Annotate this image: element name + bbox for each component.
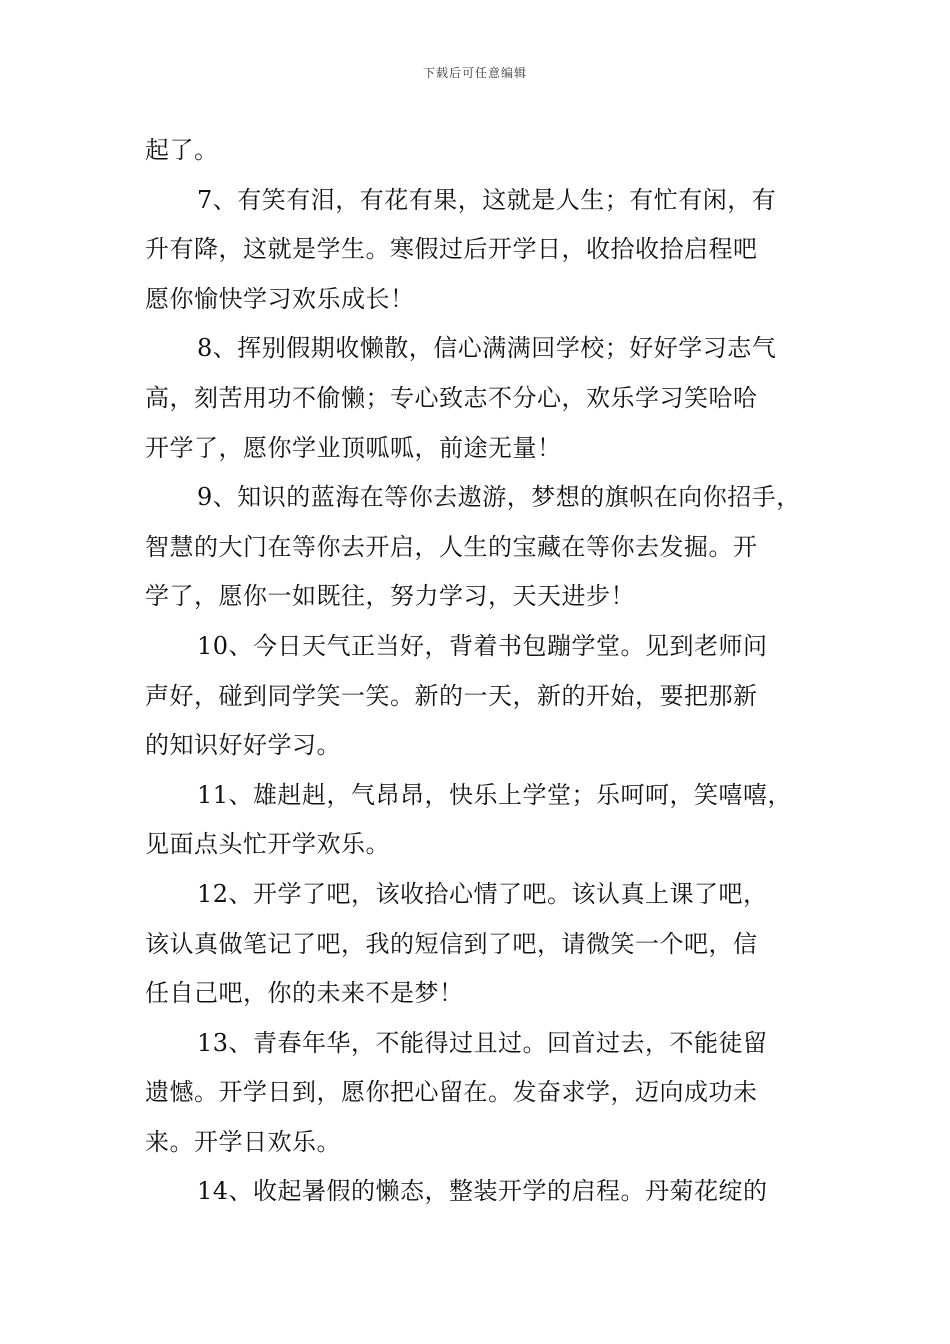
text-line: 学了，愿你一如既往，努力学习，天天进步！ — [145, 582, 635, 611]
text-line: 该认真做笔记了吧，我的短信到了吧，请微笑一个吧，信 — [145, 929, 758, 958]
text-line: 高，刻苦用功不偷懒；专心致志不分心，欢乐学习笑哈哈 — [145, 383, 758, 412]
page-header: 下载后可任意编辑 — [422, 66, 527, 80]
text-line: 8、挥别假期收懒散，信心满满回学校；好好学习志气 — [197, 334, 777, 363]
paragraph-14 — [145, 1167, 815, 1217]
paragraph-7 — [145, 176, 815, 325]
text-line: 9、知识的蓝海在等你去遨游，梦想的旗帜在向你招手， — [197, 483, 801, 512]
text-line: 任自己吧，你的未来不是梦！ — [145, 979, 464, 1008]
text-line: 愿你愉快学习欢乐成长！ — [145, 284, 415, 313]
paragraph-9 — [145, 473, 815, 622]
text-line: 智慧的大门在等你去开启，人生的宝藏在等你去发掘。开 — [145, 532, 758, 561]
paragraph-11 — [145, 771, 815, 870]
paragraph-12 — [145, 870, 815, 1019]
text-line: 见面点头忙开学欢乐。 — [145, 830, 390, 859]
paragraph-10 — [145, 622, 815, 771]
text-line: 14、收起暑假的懒态，整装开学的启程。丹菊花绽的 — [197, 1177, 768, 1206]
document-body — [145, 126, 815, 1217]
text-line: 11、雄赳赳，气昂昂，快乐上学堂；乐呵呵，笑嘻嘻， — [197, 780, 793, 809]
text-line: 遗憾。开学日到，愿你把心留在。发奋求学，迈向成功未 — [145, 1078, 758, 1107]
text-line: 来。开学日欢乐。 — [145, 1127, 341, 1156]
text-line: 10、今日天气正当好，背着书包蹦学堂。见到老师问 — [197, 631, 768, 660]
text-line: 的知识好好学习。 — [145, 731, 341, 760]
paragraph-continuation — [145, 126, 815, 176]
text-line: 13、青春年华，不能得过且过。回首过去，不能徒留 — [197, 1028, 768, 1057]
text-line: 升有降，这就是学生。寒假过后开学日，收拾收拾启程吧 — [145, 235, 758, 264]
paragraph-13 — [145, 1019, 815, 1168]
text-line: 12、开学了吧，该收拾心情了吧。该认真上课了吧， — [197, 879, 768, 908]
text-line: 起了。 — [145, 136, 219, 164]
paragraph-8 — [145, 324, 815, 473]
text-line: 开学了，愿你学业顶呱呱，前途无量！ — [145, 433, 562, 462]
text-line: 声好，碰到同学笑一笑。新的一天，新的开始，要把那新 — [145, 681, 758, 710]
text-line: 7、有笑有泪，有花有果，这就是人生；有忙有闲，有 — [197, 185, 777, 214]
